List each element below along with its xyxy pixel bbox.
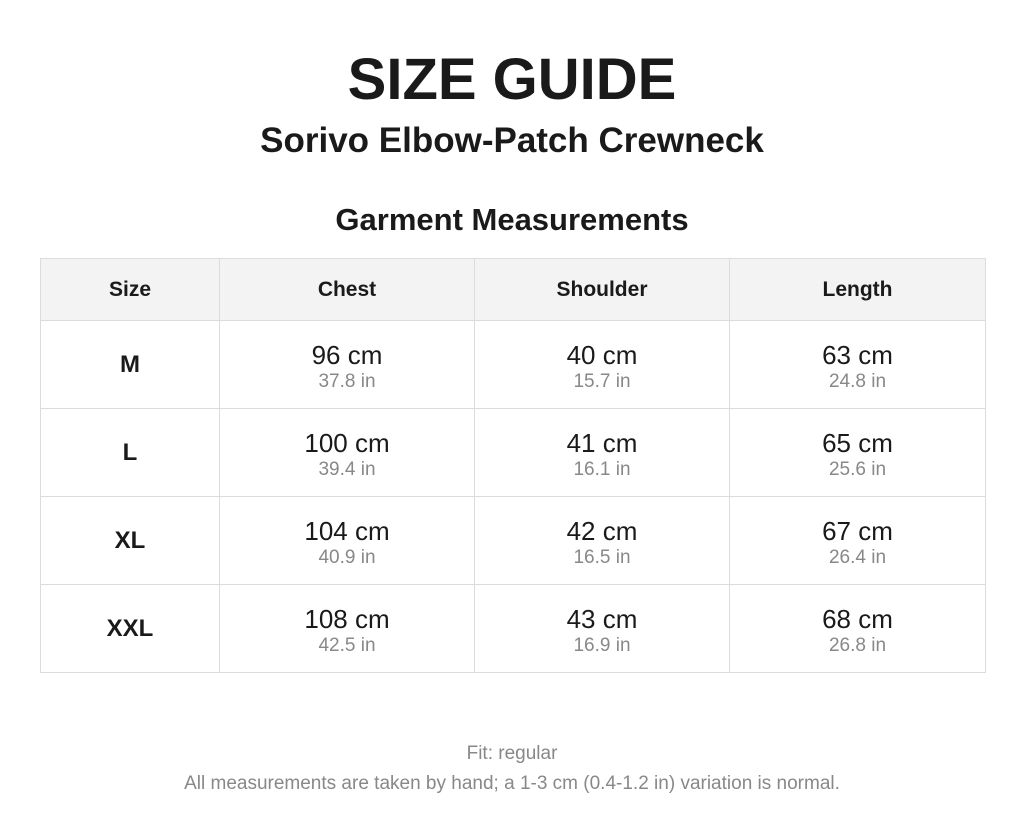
length-cell xyxy=(730,585,986,673)
chest-in-value: 39.4 in xyxy=(318,458,376,480)
section-title: Garment Measurements xyxy=(335,202,689,237)
table-header-row xyxy=(41,259,986,321)
length-in-value: 24.8 in xyxy=(828,370,887,392)
length-cell xyxy=(730,497,986,585)
table-row xyxy=(41,321,986,409)
shoulder-cell xyxy=(475,585,730,673)
length-in-value: 25.6 in xyxy=(828,458,887,480)
chest-cell xyxy=(220,409,475,497)
chest-in-value: 40.9 in xyxy=(318,546,376,568)
chest-cm-value: 96 cm xyxy=(311,339,383,370)
column-header-chest: Chest xyxy=(220,259,475,321)
column-header-size: Size xyxy=(41,259,220,321)
table-row xyxy=(41,585,986,673)
table-row xyxy=(41,497,986,585)
fit-note: Fit: regular xyxy=(466,743,558,764)
chest-cm-value: 104 cm xyxy=(304,515,390,546)
size-table xyxy=(40,258,986,673)
shoulder-in-value: 15.7 in xyxy=(573,370,631,392)
length-cm-value: 63 cm xyxy=(822,339,893,370)
shoulder-in-value: 16.9 in xyxy=(573,634,631,656)
shoulder-in-value: 16.5 in xyxy=(573,546,631,568)
shoulder-cm-value: 41 cm xyxy=(566,427,638,458)
length-cm-value: 65 cm xyxy=(822,427,893,458)
chest-cell xyxy=(220,321,475,409)
shoulder-cm-value: 42 cm xyxy=(566,515,638,546)
chest-cm-value: 100 cm xyxy=(304,427,390,458)
size-label: XL xyxy=(41,497,220,585)
shoulder-cm-value: 40 cm xyxy=(566,339,638,370)
size-label: M xyxy=(41,321,220,409)
shoulder-cell xyxy=(475,321,730,409)
shoulder-cell xyxy=(475,497,730,585)
chest-in-value: 42.5 in xyxy=(318,634,376,656)
chest-in-value: 37.8 in xyxy=(318,370,376,392)
length-in-value: 26.8 in xyxy=(828,634,887,656)
length-cm-value: 68 cm xyxy=(822,603,893,634)
column-header-shoulder: Shoulder xyxy=(475,259,730,321)
column-header-length: Length xyxy=(730,259,986,321)
chest-cell xyxy=(220,585,475,673)
chest-cell xyxy=(220,497,475,585)
measurement-disclaimer: All measurements are taken by hand; a 1-3 cm (0.4-1.2 in) variation is normal. xyxy=(184,773,840,794)
size-label: L xyxy=(41,409,220,497)
chest-cm-value: 108 cm xyxy=(304,603,390,634)
table-row xyxy=(41,409,986,497)
page-title: SIZE GUIDE xyxy=(347,47,677,112)
shoulder-in-value: 16.1 in xyxy=(573,458,631,480)
shoulder-cell xyxy=(475,409,730,497)
length-cell xyxy=(730,321,986,409)
product-name: Sorivo Elbow-Patch Crewneck xyxy=(260,121,764,160)
length-cm-value: 67 cm xyxy=(822,515,893,546)
length-cell xyxy=(730,409,986,497)
size-label: XXL xyxy=(41,585,220,673)
shoulder-cm-value: 43 cm xyxy=(566,603,638,634)
length-in-value: 26.4 in xyxy=(828,546,887,568)
